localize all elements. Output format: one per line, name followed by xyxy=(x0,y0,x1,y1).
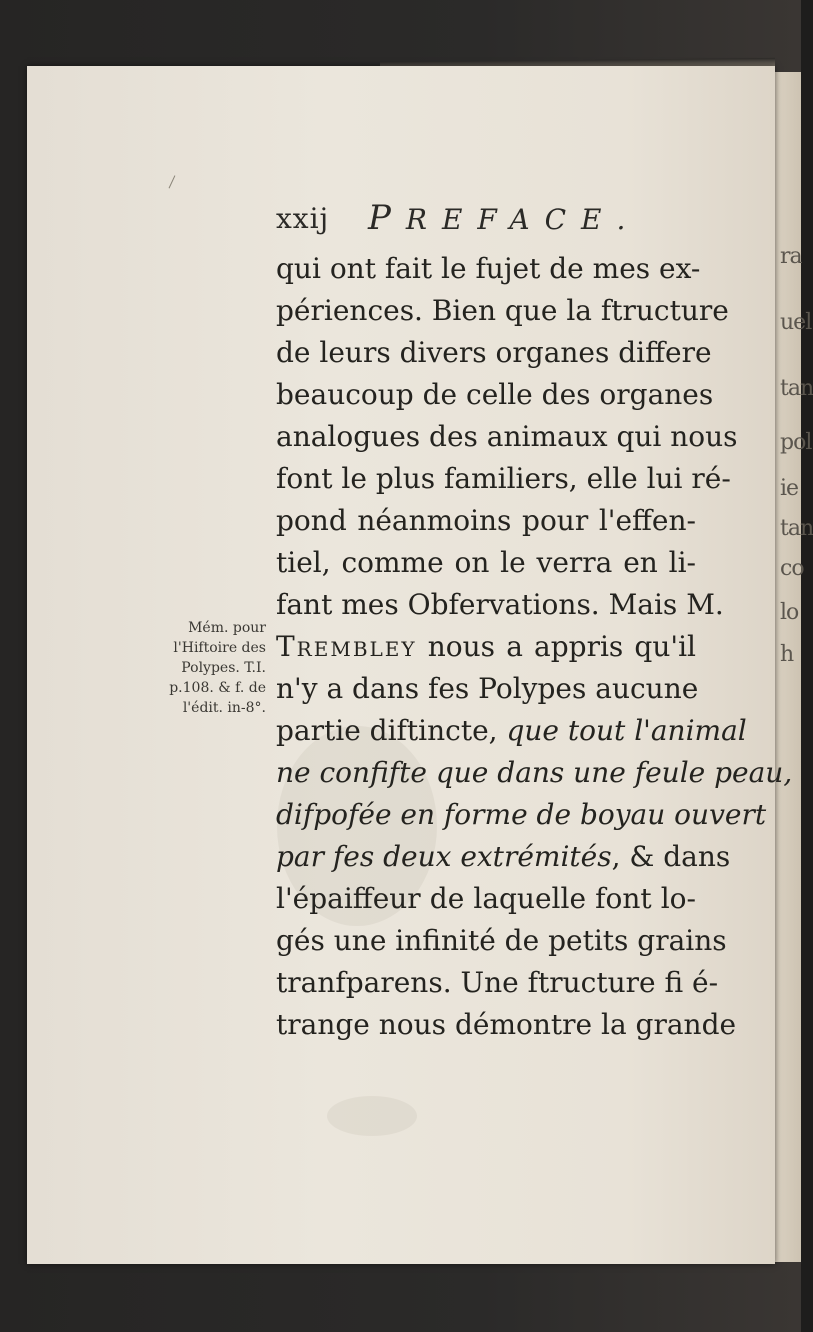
page-number: xxij xyxy=(276,202,330,235)
marginal-line: p.108. & f. de xyxy=(169,680,266,696)
text-line: analogues des animaux qui nous xyxy=(276,420,738,453)
text-line: trange nous démontre la grande xyxy=(276,1008,737,1041)
running-title: PREFACE. xyxy=(368,198,641,238)
marginal-line: Mém. pour xyxy=(188,620,266,636)
facing-page-fragment: pol xyxy=(780,430,812,455)
text-line: font le plus familiers, elle lui ré- xyxy=(276,462,731,495)
text-line: par fes deux extrémités, & dans xyxy=(276,840,731,873)
text-line: tranfparens. Une ftructure fi é- xyxy=(276,966,719,999)
text-line: tiel, comme on le verra en li- xyxy=(276,546,696,579)
text-line: n'y a dans fes Polypes aucune xyxy=(276,672,699,705)
author-name: Trembley xyxy=(276,630,417,663)
text-line: l'épaiffeur de laquelle font lo- xyxy=(276,882,696,915)
facing-page-fragment: co xyxy=(780,556,804,581)
quoted-text: ne confifte que dans une feule peau, xyxy=(276,756,793,789)
facing-page-fragment: ie xyxy=(780,476,799,501)
text-line: beaucoup de celle des organes xyxy=(276,378,714,411)
facing-page-fragment: tan xyxy=(780,376,813,401)
marginal-line: l'édit. in-8°. xyxy=(182,700,266,716)
text-line: qui ont fait le fujet de mes ex- xyxy=(276,252,701,285)
body-text xyxy=(276,248,793,1046)
marginal-line: l'Hiftoire des xyxy=(173,640,266,656)
quoted-text: que tout l'animal xyxy=(506,714,747,747)
text-line: fant mes Obfervations. Mais M. xyxy=(276,588,724,621)
facing-page-fragment: lo xyxy=(780,600,799,625)
text-line: Trembley nous a appris qu'il xyxy=(276,630,696,663)
facing-page-fragment: tan xyxy=(780,516,813,541)
text-line: pond néanmoins pour l'effen- xyxy=(276,504,696,537)
facing-page-fragment: ra xyxy=(780,244,802,269)
text-line xyxy=(276,794,767,836)
text-line: périences. Bien que la ftructure xyxy=(276,294,729,327)
text-line: partie diftincte, que tout l'animal xyxy=(276,714,747,747)
paper-stain xyxy=(327,1096,417,1136)
text-line: de leurs divers organes differe xyxy=(276,336,712,369)
facing-page-fragment: h xyxy=(780,642,794,667)
marginal-line: Polypes. T.I. xyxy=(181,660,266,676)
text-line: gés une infinité de petits grains xyxy=(276,924,727,957)
text-line xyxy=(276,752,793,794)
quoted-text: difpofée en forme de boyau ouvert xyxy=(276,798,767,831)
quoted-text: par fes deux extrémités xyxy=(276,840,612,873)
facing-page-fragment: uel xyxy=(780,310,812,335)
marginal-note xyxy=(146,618,266,718)
